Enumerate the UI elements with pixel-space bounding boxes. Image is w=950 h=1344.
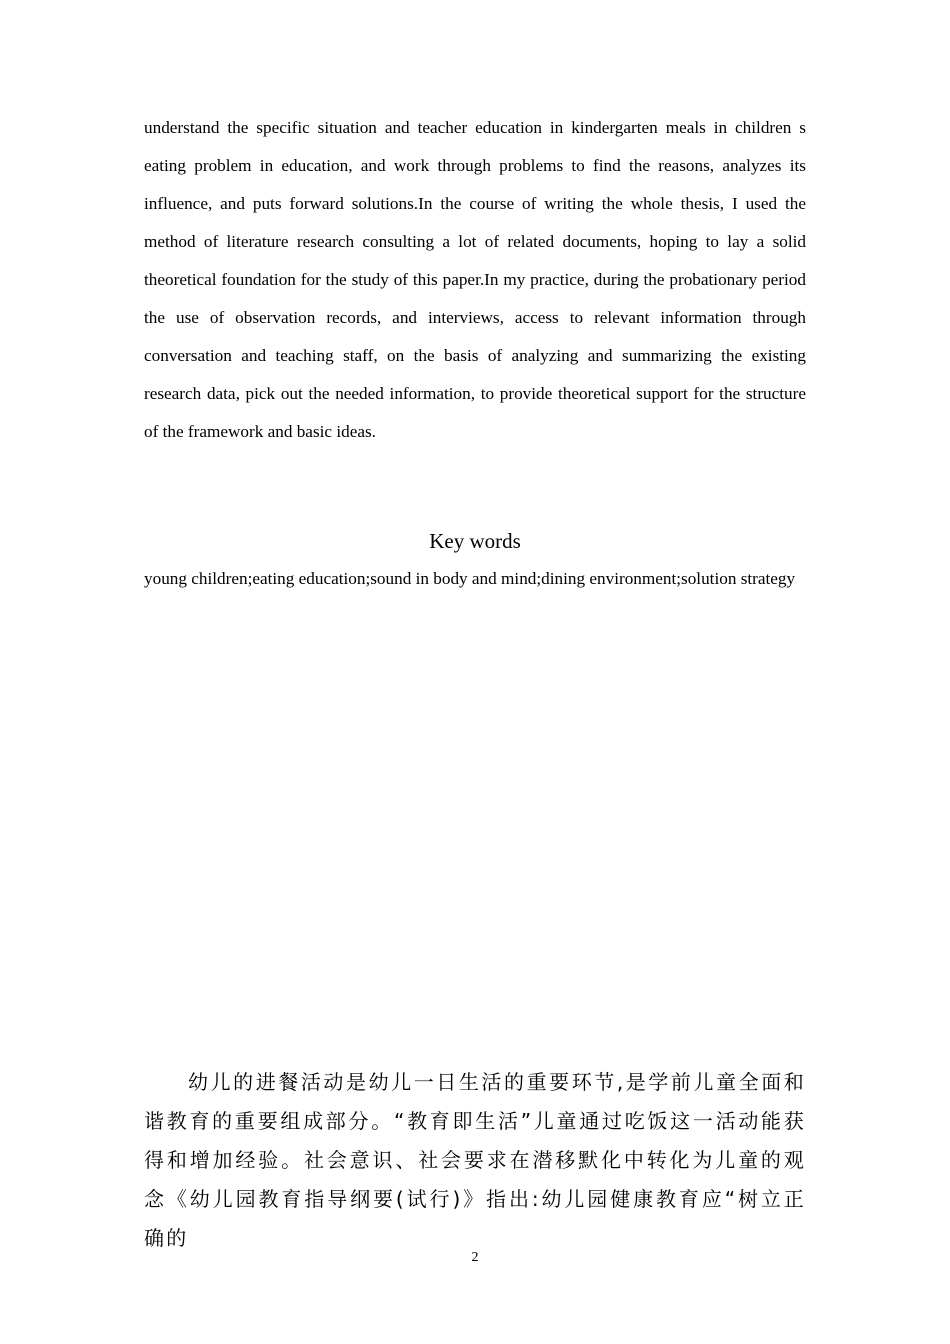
keywords-heading: Key words xyxy=(429,529,521,553)
page-number: 2 xyxy=(471,1250,479,1265)
keywords-text: young children;eating education;sound in body and mind;dining environment;solution strategy xyxy=(144,569,796,588)
body-chinese-paragraph: 幼儿的进餐活动是幼儿一日生活的重要环节,是学前儿童全面和谐教育的重要组成部分。“教育即生活”儿童通过吃饭这一活动能获得和增加经验。社会意识、社会要求在潜移默化中转化为儿童的观念《幼儿园教育指导纲要(试行)》指出:幼儿园健康教育应“树立正确的 xyxy=(144,1070,806,1250)
abstract-english-paragraph: understand the specific situation and teacher education in kindergarten meals in children s eating problem in education, and work through problems to find the reasons, analyzes its influence, and puts forward solutions.In the course of writing the whole thesis, I used the method of literature research consulting a lot of related documents, hoping to lay a solid theoretical foundation for the study of this paper.In my practice, during the probationary period the use of observation records, and interviews, access to relevant information through conversation and teaching staff, on the basis of analyzing and summarizing the existing research data, pick out the needed information, to provide theoretical support for the structure of the framework and basic ideas. xyxy=(144,118,806,441)
